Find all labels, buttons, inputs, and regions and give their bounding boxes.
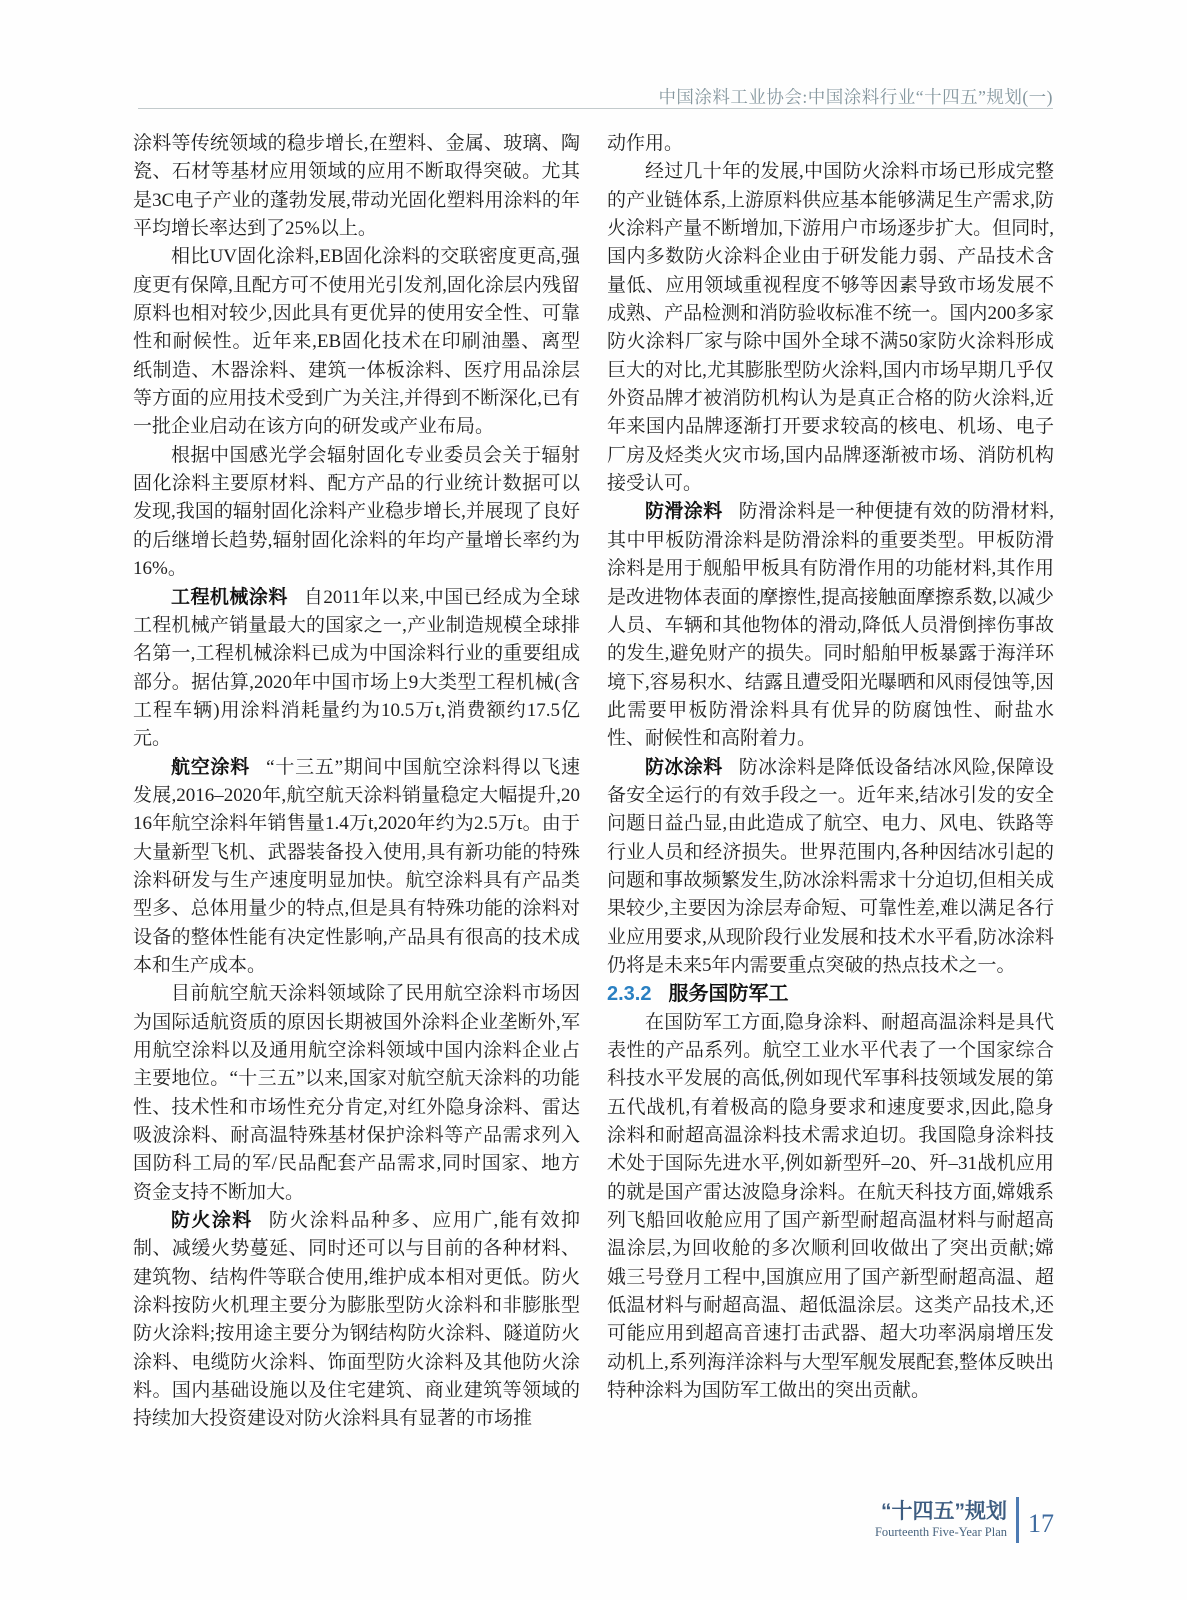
paragraph <box>607 1009 1054 1406</box>
paragraph-lead: 工程机械涂料 <box>171 586 288 608</box>
page-footer <box>875 1497 1054 1543</box>
left-column <box>133 130 580 1434</box>
paragraph-text: 目前航空航天涂料领域除了民用航空涂料市场因为国际适航资质的原因长期被国外涂料企业垄断外,军用航空涂料以及通用航空涂料领域中国内涂料企业占主要地位。“十三五”以来,国家对航空航天涂料的功能性、技术性和市场性充分肯定,对红外隐身涂料、雷达吸波涂料、耐高温特殊基材保护涂料等产品需求列入国防科工局的军/民品配套产品需求,同时国家、地方资金支持不断加大。 <box>133 983 580 1203</box>
paragraph-lead: 防滑涂料 <box>645 501 723 523</box>
subsection-heading <box>607 980 1054 1008</box>
paragraph <box>133 754 580 981</box>
subsection-title: 服务国防军工 <box>668 983 789 1006</box>
paragraph <box>607 754 1054 981</box>
right-column <box>607 130 1054 1434</box>
paragraph-text: 防滑涂料是一种便捷有效的防滑材料,其中甲板防滑涂料是防滑涂料的重要类型。甲板防滑涂料是用于舰船甲板具有防滑作用的功能材料,其作用是改进物体表面的摩擦性,提高接触面摩擦系数,以减少人员、车辆和其他物体的滑动,降低人员滑倒摔伤事故的发生,避免财产的损失。同时船舶甲板暴露于海洋环境下,容易积水、结露且遭受阳光曝晒和风雨侵蚀等,因此需要甲板防滑涂料具有优异的防腐蚀性、耐盐水性、耐候性和高附着力。 <box>607 501 1054 750</box>
footer-plan-title: “十四五”规划 <box>881 1499 1007 1523</box>
paragraph-text: 自2011年以来,中国已经成为全球工程机械产销量最大的国家之一,产业制造规模全球排名第一,工程机械涂料已成为中国涂料行业的重要组成部分。据估算,2020年中国市场上9大类型工程机械(含工程车辆)用涂料消耗量约为10.5万t,消费额约17.5亿元。 <box>133 586 580 750</box>
paragraph <box>607 130 1054 158</box>
subsection-number: 2.3.2 <box>607 983 652 1006</box>
paragraph-text: 防冰涂料是降低设备结冰风险,保障设备安全运行的有效手段之一。近年来,结冰引发的安全问题日益凸显,由此造成了航空、电力、风电、铁路等行业人员和经济损失。世界范围内,各种因结冰引起的问题和事故频繁发生,防冰涂料需求十分迫切,但相关成果较少,主要因为涂层寿命短、可靠性差,难以满足各行业应用要求,从现阶段行业发展和技术水平看,防冰涂料仍将是未来5年内需要重点突破的热点技术之一。 <box>607 756 1054 976</box>
paragraph-text: 动作用。 <box>607 133 684 154</box>
footer-divider-bar <box>1016 1497 1019 1543</box>
paragraph-text: “十三五”期间中国航空涂料得以飞速发展,2016–2020年,航空航天涂料销量稳定大幅提升,2016年航空涂料年销售量1.4万t,2020年约为2.5万t。由于大量新型飞机、武器装备投入使用,具有新功能的特殊涂料研发与生产速度明显加快。航空涂料具有产品类型多、总体用量少的特点,但是具有特殊功能的涂料对设备的整体性能有决定性影响,产品具有很高的技术成本和生产成本。 <box>133 756 580 976</box>
paragraph-text: 经过几十年的发展,中国防火涂料市场已形成完整的产业链体系,上游原料供应基本能够满足生产需求,防火涂料产量不断增加,下游用户市场逐步扩大。但同时,国内多数防火涂料企业由于研发能力弱、产品技术含量低、应用领域重视程度不够等因素导致市场发展不成熟、产品检测和消防验收标准不统一。国内200多家防火涂料厂家与除中国外全球不满50家防火涂料形成巨大的对比,尤其膨胀型防火涂料,国内市场早期几乎仅外资品牌才被消防机构认为是真正合格的防火涂料,近年来国内品牌逐渐打开要求较高的核电、机场、电子厂房及烃类火灾市场,国内品牌逐渐被市场、消防机构接受认可。 <box>607 161 1054 495</box>
paragraph <box>133 243 580 441</box>
page-number: 17 <box>1028 1509 1054 1538</box>
paragraph-text: 在国防军工方面,隐身涂料、耐超高温涂料是具代表性的产品系列。航空工业水平代表了一个国家综合科技水平发展的高低,例如现代军事科技领域发展的第五代战机,有着极高的隐身要求和速度要求,因此,隐身涂料和耐超高温涂料技术需求迫切。我国隐身涂料技术处于国际先进水平,例如新型歼–20、歼–31战机应用的就是国产雷达波隐身涂料。在航天科技方面,嫦娥系列飞船回收舱应用了国产新型耐超高温材料与耐超高温涂层,为回收舱的多次顺利回收做出了突出贡献;嫦娥三号登月工程中,国旗应用了国产新型耐超高温、超低温材料与耐超高温、超低温涂层。这类产品技术,还可能应用到超高音速打击武器、超大功率涡扇增压发动机上,系列海洋涂料与大型军舰发展配套,整体反映出特种涂料为国防军工做出的突出贡献。 <box>607 1011 1054 1402</box>
paragraph <box>607 158 1054 498</box>
paragraph <box>133 442 580 584</box>
two-column-body <box>133 130 1054 1434</box>
paragraph-lead: 防火涂料 <box>171 1210 253 1232</box>
paragraph <box>133 980 580 1207</box>
header-rule <box>138 108 1053 109</box>
paragraph <box>133 130 580 243</box>
paragraph <box>607 498 1054 753</box>
paragraph-text: 防火涂料品种多、应用广,能有效抑制、减缓火势蔓延、同时还可以与目前的各种材料、建筑物、结构件等联合使用,维护成本相对更低。防火涂料按防火机理主要分为膨胀型防火涂料和非膨胀型防火涂料;按用途主要分为钢结构防火涂料、隧道防火涂料、电缆防火涂料、饰面型防火涂料及其他防火涂料。国内基础设施以及住宅建筑、商业建筑等领域的持续加大投资建设对防火涂料具有显著的市场推 <box>133 1210 580 1430</box>
footer-plan-subtitle: Fourteenth Five-Year Plan <box>874 1525 1007 1540</box>
running-header-title: 中国涂料工业协会:中国涂料行业“十四五”规划(一) <box>658 87 1053 107</box>
footer-brand <box>875 1500 1007 1540</box>
paragraph-text: 根据中国感光学会辐射固化专业委员会关于辐射固化涂料主要原材料、配方产品的行业统计数据可以发现,我国的辐射固化涂料产业稳步增长,并展现了良好的后继增长趋势,辐射固化涂料的年均产量增长率约为16%。 <box>133 444 580 580</box>
paragraph-text: 相比UV固化涂料,EB固化涂料的交联密度更高,强度更有保障,且配方可不使用光引发剂,固化涂层内残留原料也相对较少,因此具有更优异的使用安全性、可靠性和耐候性。近年来,EB固化技术在印刷油墨、离型纸制造、木器涂料、建筑一体板涂料、医疗用品涂层等方面的应用技术受到广为关注,并得到不断深化,已有一批企业启动在该方向的研发或产业布局。 <box>133 246 580 438</box>
paragraph-lead: 航空涂料 <box>171 756 250 778</box>
paragraph <box>133 584 580 754</box>
paragraph-lead: 防冰涂料 <box>645 756 723 778</box>
paragraph <box>133 1207 580 1434</box>
paragraph-text: 涂料等传统领域的稳步增长,在塑料、金属、玻璃、陶瓷、石材等基材应用领域的应用不断取得突破。尤其是3C电子产业的蓬勃发展,带动光固化塑料用涂料的年平均增长率达到了25%以上。 <box>133 133 580 240</box>
